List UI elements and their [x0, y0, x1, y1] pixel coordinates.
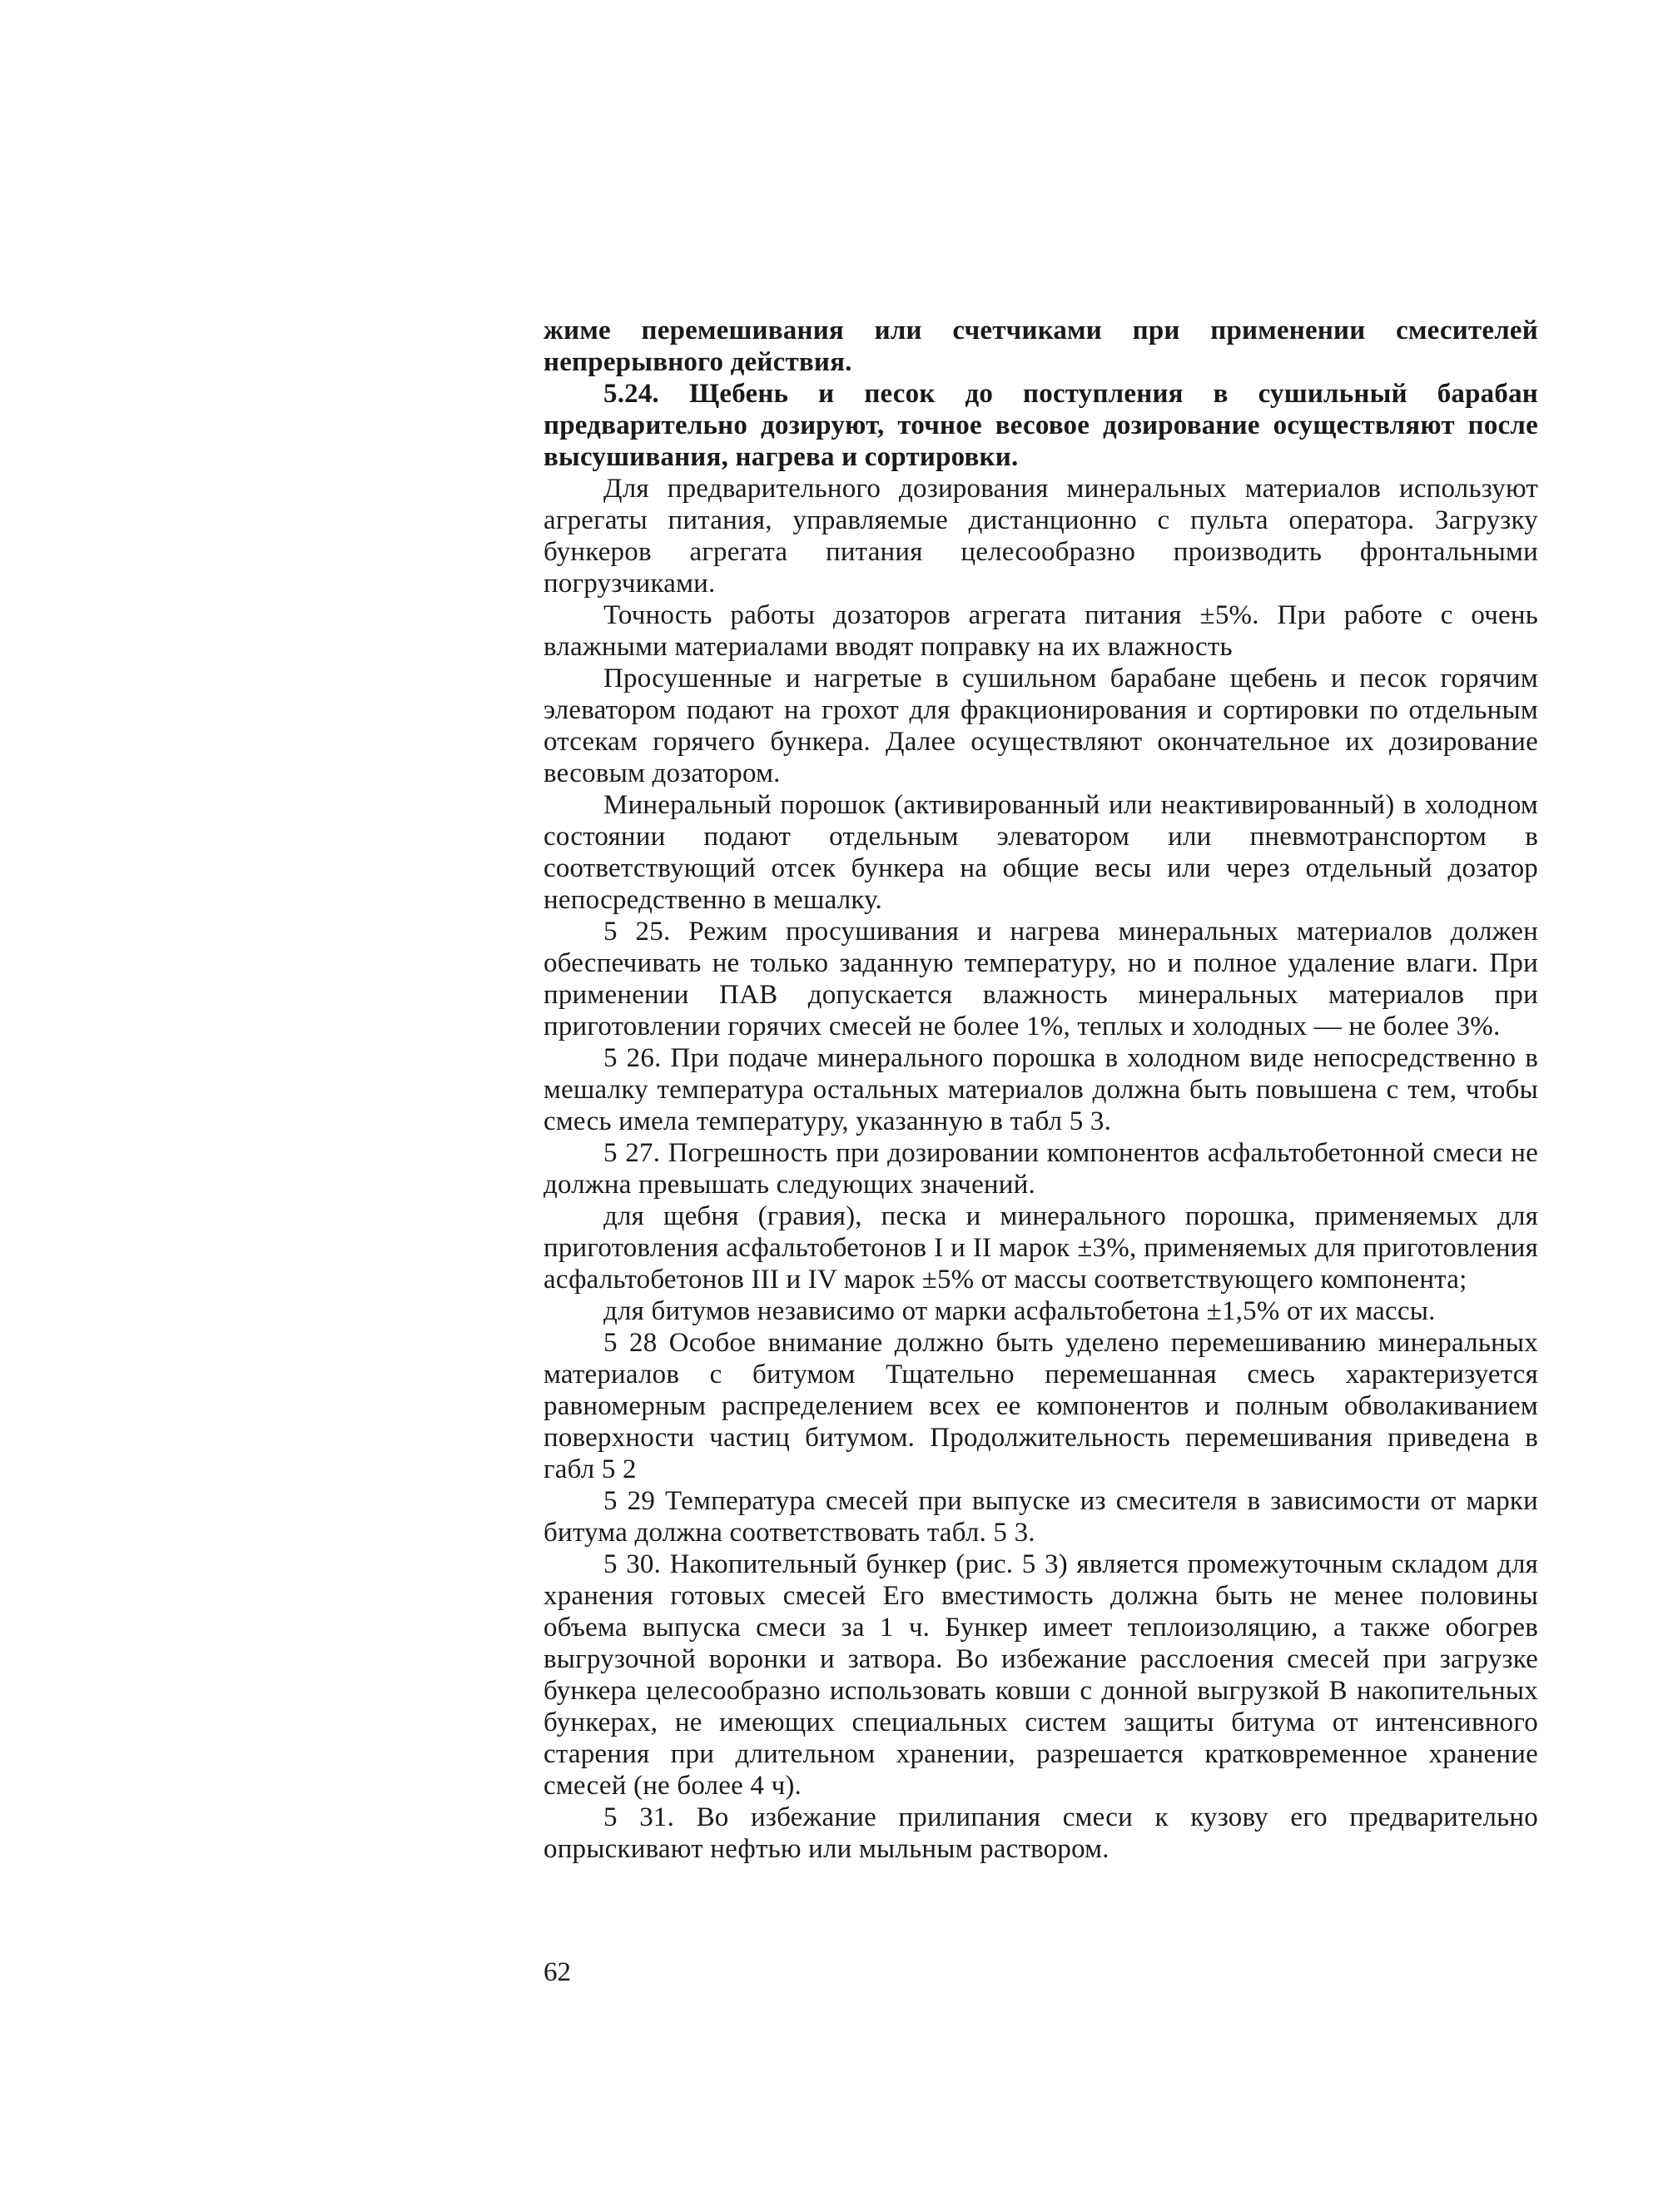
paragraph-5-30: 5 30. Накопительный бункер (рис. 5 3) является промежуточным складом для хранения готовых смесей Его вместимость должна быть не менее половины объема выпуска смеси за 1 ч. Бункер имеет теплоизоляцию, а также обогрев выгрузочной воронки и затвора. Во избежание расслоения смесей при загрузке бункера целесообразно использовать ковши с донной выгрузкой В накопительных бункерах, не имеющих специальных систем защиты битума от интенсивного старения при длительном хранении, разрешается кратковременное хранение смесей (не более 4 ч). — [544, 1549, 1538, 1801]
paragraph-tolerance-aggregates: для щебня (гравия), песка и минерального порошка, применяемых для приготовления асфальтобетонов I и II марок ±3%, применяемых для приготовления асфальтобетонов III и IV марок ±5% от массы соответствующего компонента; — [544, 1201, 1538, 1295]
paragraph-mineral-powder: Минеральный порошок (активированный или неактивированный) в холодном состоянии подают отдельным элеватором или пневмотранспортом в соответствующий отсек бункера на общие весы или через отдельный дозатор непосредственно в мешалку. — [544, 790, 1538, 915]
paragraph-5-31: 5 31. Во избежание прилипания смеси к кузову его предварительно опрыскивают нефтью или мыльным раствором. — [544, 1802, 1538, 1864]
paragraph-5-27: 5 27. Погрешность при дозировании компонентов асфальтобетонной смеси не должна превышать следующих значений. — [544, 1138, 1538, 1200]
page-number: 62 — [544, 1957, 571, 1987]
paragraph-5-29: 5 29 Температура смесей при выпуске из смесителя в зависимости от марки битума должна соответствовать табл. 5 3. — [544, 1486, 1538, 1548]
paragraph-5-25: 5 25. Режим просушивания и нагрева минеральных материалов должен обеспечивать не только заданную температуру, но и полное удаление влаги. При применении ПАВ допускается влажность минеральных материалов при приготовлении горячих смесей не более 1%, теплых и холодных — не более 3%. — [544, 917, 1538, 1041]
paragraph-dried-materials: Просушенные и нагретые в сушильном барабане щебень и песок горячим элеватором подают на грохот для фракционирования и сортировки по отдельным отсекам горячего бункера. Далее осуществляют окончательное их дозирование весовым дозатором. — [544, 664, 1538, 788]
document-body — [544, 315, 1538, 1865]
paragraph-5-24: 5.24. Щебень и песок до поступления в сушильный барабан предварительно дозируют, точное весовое дозирование осуществляют после высушивания, нагрева и сортировки. — [544, 379, 1538, 472]
paragraph-tolerance-bitumen: для битумов независимо от марки асфальтобетона ±1,5% от их массы. — [603, 1296, 1436, 1326]
paragraph-accuracy: Точность работы дозаторов агрегата питания ±5%. При работе с очень влажными материалами вводят поправку на их влажность — [544, 600, 1538, 662]
paragraph-continuation: жиме перемешивания или счетчиками при применении смесителей непрерывного действия. — [544, 316, 1538, 377]
paragraph-5-26: 5 26. При подаче минерального порошка в холодном виде непосредственно в мешалку температура остальных материалов должна быть повышена с тем, чтобы смесь имела температуру, указанную в табл 5 3. — [544, 1043, 1538, 1136]
paragraph-predosing: Для предварительного дозирования минеральных материалов используют агрегаты питания, управляемые дистанционно с пульта оператора. Загрузку бункеров агрегата питания целесообразно производить фронтальными погрузчиками. — [544, 474, 1538, 599]
paragraph-5-28: 5 28 Особое внимание должно быть уделено перемешиванию минеральных материалов с битумом Тщательно перемешанная смесь характеризуется равномерным распределением всех ее компонентов и полным обволакиванием поверхности частиц битумом. Продолжительность перемешивания приведена в габл 5 2 — [544, 1328, 1538, 1484]
